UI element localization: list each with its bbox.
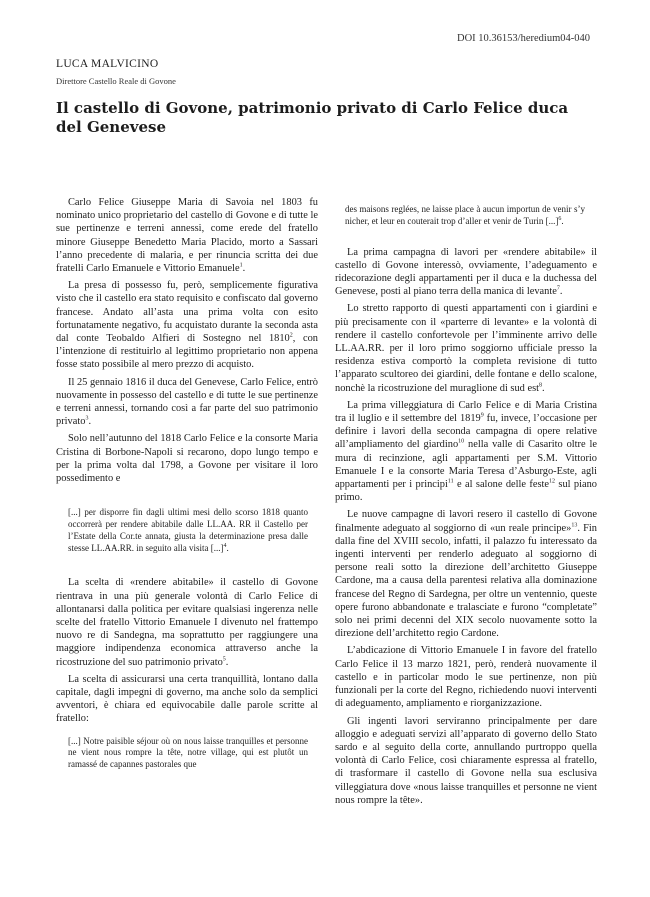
paragraph: Lo stretto rapporto di questi appartamenti con i giardini e più precisamente con il «parterre di levante» e la volontà di rendere il castello confortevole per l’imminente arrivo delle LL.AA.RR. per il loro primo soggiorno ufficiale presso la residenza estiva comportò la completa revisione di tutto l’apparato scultoreo dei giardini, delle fontane e dello scalone, nonchè la ricostruzione del muraglione di sud est$^8$. (335, 303, 597, 394)
paragraph (56, 432, 318, 485)
paragraph-text: sul piano primo. (335, 479, 597, 504)
author-role: Direttore Castello Reale di Govone (56, 76, 176, 86)
block-quote (68, 736, 308, 771)
paragraph (335, 644, 597, 710)
paragraph-text: fu, invece, l’occasione per definire i lavori della seconda campagna di opere relative all’ampliamento del giardino (335, 413, 597, 451)
paragraph-text: La scelta di assicurarsi una certa tranquillità, lontano dalla capitale, dagli impegni di governo, ma anche solo da semplici avventori, è chiara ed equivocabile dalle parole scritte al fratello: (56, 673, 318, 725)
paragraph-text: , con l’intenzione di restituirlo al legittimo proprietario non appena fosse stato possibile al mero prezzo di acquisto. (56, 333, 318, 371)
footnote-ref: 4 (223, 542, 227, 549)
footnote-ref: 8 (539, 382, 543, 389)
paragraph-text: L’abdicazione di Vittorio Emanuele I in favore del fratello Carlo Felice il 13 marzo 1821, però, renderà nuovamente il castello e in particolar modo le sue pertinenze, non più funzionali per la corte del Regno, richiedendo nuovi interventi di adeguamento, ampliamento e riorganizzazione. (335, 645, 597, 710)
footnote-ref: 6 (558, 215, 562, 222)
paragraph-text: Solo nell’autunno del 1818 Carlo Felice e la consorte Maria Cristina di Borbone-Napoli si recarono, dopo lungo tempo e per la prima volta dal 1798, a Govone per visitare il loro possedimento e (56, 433, 318, 485)
quote-text: des maisons reglées, ne laisse place à aucun importun de venir s’y nicher, et leur en couterait trop d’aller et venir de Turin [...] (345, 204, 585, 226)
paragraph-text: La prima campagna di lavori per «rendere abitabile» il castello di Govone interessò, ovviamente, l’adeguamento e ridecorazione degli appartamenti per il duca e la duchessa del Genevese, posti al piano terra della manica di levante (335, 246, 597, 298)
footnote-ref: 5 (222, 656, 226, 663)
paragraph (335, 399, 597, 505)
footnote-ref: 7 (556, 285, 560, 292)
footnote-ref: 11 (447, 478, 454, 485)
footnote-ref: 13 (571, 522, 578, 529)
footnote-ref: 10 (458, 438, 465, 445)
paragraph (56, 673, 318, 726)
paragraph-text: e al salone delle feste (453, 479, 550, 491)
footnote-ref: 3 (85, 415, 89, 422)
author-name: LUCA MALVICINO (56, 58, 159, 70)
footnote-ref: 1 (239, 262, 243, 269)
paragraph-text: La prima villeggiatura di Carlo Felice e di Maria Cristina tra il luglio e il settembre del 1819 (335, 399, 597, 425)
paragraph: La scelta di «rendere abitabile» il castello di Govone rientrava in una più generale volontà di Carlo Felice di allontanarsi dalla politica per evitare qualsiasi ingerenza nelle scelte del fratello Vittorio Emanuele I divenuto nel frattempo nuovo re di Sandegna, ma soprattutto per raggiungere una maggiore indipendenza economica attraverso anche la ricostruzione del suo patrimonio privato$^5$. (56, 577, 318, 668)
article-title: Il castello di Govone, patrimonio privato di Carlo Felice duca del Genevese (56, 99, 569, 136)
left-column (56, 196, 318, 771)
paragraph-text: Gli ingenti lavori serviranno principalmente per dare alloggio e adeguati servizi all’apparato di governo dello Stato sardo e al seguito della corte, annullando purtroppo quella volontà di Carlo Felice, così chiaramente espressa al fratello, di trasformare il castello di Govone nella sua esclusiva villeggiatura dove «nous laisse tranquilles et personne ne vient nous rompre la tête». (335, 715, 597, 806)
paragraph-text: nella valle di Casarito oltre le mura di recinzione, agli appartamenti per S.M. Vittorio Emanuele I e la consorte Maria Teresa d’Asburgo-Este, agli appartamenti per i principi (335, 439, 597, 491)
paragraph-text: . Fin dalla fine del XVIII secolo, infatti, il palazzo fu interessato da ingenti interventi per renderlo adeguato al soggiorno di persone reali sotto la direzione dell’architetto Giuseppe Cardone, ma a causa della parentesi relativa alla dominazione francese del Regno di Sardegna, per oltre un ventennio, queste opere furono abbandonate e tralasciate e furono “completate” solo nei primi decenni del XIX secolo nuovamente sotto la direzione dell’architetto regio Cardone. (335, 522, 597, 640)
paragraph-text: Lo stretto rapporto di questi appartamenti con i giardini e più precisamente con il «parterre di levante» e la volontà di rendere il castello confortevole per l’imminente arrivo delle LL.AA.RR. per il loro primo soggiorno ufficiale presso la residenza estiva comportò la completa revisione di tutto l’apparato scultoreo dei giardini, delle fontane e dello scalone, nonchè la ricostruzione del muraglione di sud est (335, 303, 597, 394)
footnote-ref: 12 (549, 478, 556, 485)
paragraph (335, 508, 597, 640)
paragraph-text: Le nuove campagne di lavori resero il castello di Govone finalmente adeguato al soggiorno di «un reale principe» (335, 509, 597, 534)
footnote-ref: 2 (289, 332, 293, 339)
doi-label: DOI 10.36153/heredium04-040 (457, 33, 590, 44)
footnote-ref: 9 (480, 412, 484, 419)
paragraph-text: La scelta di «rendere abitabile» il castello di Govone rientrava in una più generale volontà di Carlo Felice di allontanarsi dalla politica per evitare qualsiasi ingerenza nelle scelte del fratello Vittorio Emanuele I divenuto nel frattempo nuovo re di Sandegna, ma soprattutto per raggiungere una maggiore indipendenza economica attraverso anche la ricostruzione del suo patrimonio privato (56, 577, 318, 668)
paragraph-text: Carlo Felice Giuseppe Maria di Savoia nel 1803 fu nominato unico proprietario del castello di Govone e di tutte le sue pertinenze e terreni annessi, come erede del fratello minore Giuseppe Benedetto Maria Placido, morto a Sassari l’anno precedente di malaria, e per rinuncia scritta dei due fratelli Carlo Emanuele e Vittorio Emanuele (56, 197, 318, 275)
paragraph (335, 715, 597, 807)
paragraph (56, 279, 318, 371)
right-column (335, 204, 597, 811)
quote-text: [...] per disporre fin dagli ultimi mesi dello scorso 1818 quanto occorrerà per rendere abitabile dalle LL.AA. RR il Castello per l’Estate della Cor.te annata, giusta la determinazione presa dalle stesse LL.AA.RR. in seguito alla visita [...] (68, 507, 308, 553)
block-quote: des maisons reglées, ne laisse place à aucun importun de venir s’y nicher, et leur en couterait trop d’aller et venir de Turin [...]$^6$. (345, 204, 585, 226)
paragraph-text: Il 25 gennaio 1816 il duca del Genevese, Carlo Felice, entrò nuovamente in possesso del castello e di tutte le sue pertinenze e terreni annessi, tornando così a far parte del suo patrimonio privato (56, 376, 318, 428)
block-quote: [...] per disporre fin dagli ultimi mesi dello scorso 1818 quanto occorrerà per rendere abitabile dalle LL.AA. RR il Castello per l’Estate della Cor.te annata, giusta la determinazione presa dalle stesse LL.AA.RR. in seguito alla visita [...]$^4$. (68, 507, 308, 553)
paragraph: La prima campagna di lavori per «rendere abitabile» il castello di Govone interessò, ovviamente, l’adeguamento e ridecorazione degli appartamenti per il duca e la duchessa del Genevese, posti al piano terra della manica di levante$^7$. (335, 246, 597, 298)
paragraph-text: La presa di possesso fu, però, semplicemente figurativa visto che il castello era stato requisito e confiscato dal governo francese. Andato all’asta una prima volta con esito fortunatamente negativo, fu acquistato durante la seconda asta dal conte Teobaldo Alfieri di Sostegno nel 1810 (56, 280, 318, 345)
quote-text: [...] Notre paisible séjour où on nous laisse tranquilles et personne ne vient nous rompre la tête, notre village, qui est plutôt un ramassé de capannes pastorales que (68, 735, 308, 770)
paragraph: Il 25 gennaio 1816 il duca del Genevese, Carlo Felice, entrò nuovamente in possesso del castello e di tutte le sue pertinenze e terreni annessi, tornando così a far parte del suo patrimonio privato$^3$. (56, 376, 318, 428)
paragraph: Carlo Felice Giuseppe Maria di Savoia nel 1803 fu nominato unico proprietario del castello di Govone e di tutte le sue pertinenze e terreni annessi, come erede del fratello minore Giuseppe Benedetto Maria Placido, morto a Sassari l’anno precedente di malaria, e per rinuncia scritta dei due fratelli Carlo Emanuele e Vittorio Emanuele$^1$. (56, 197, 318, 275)
